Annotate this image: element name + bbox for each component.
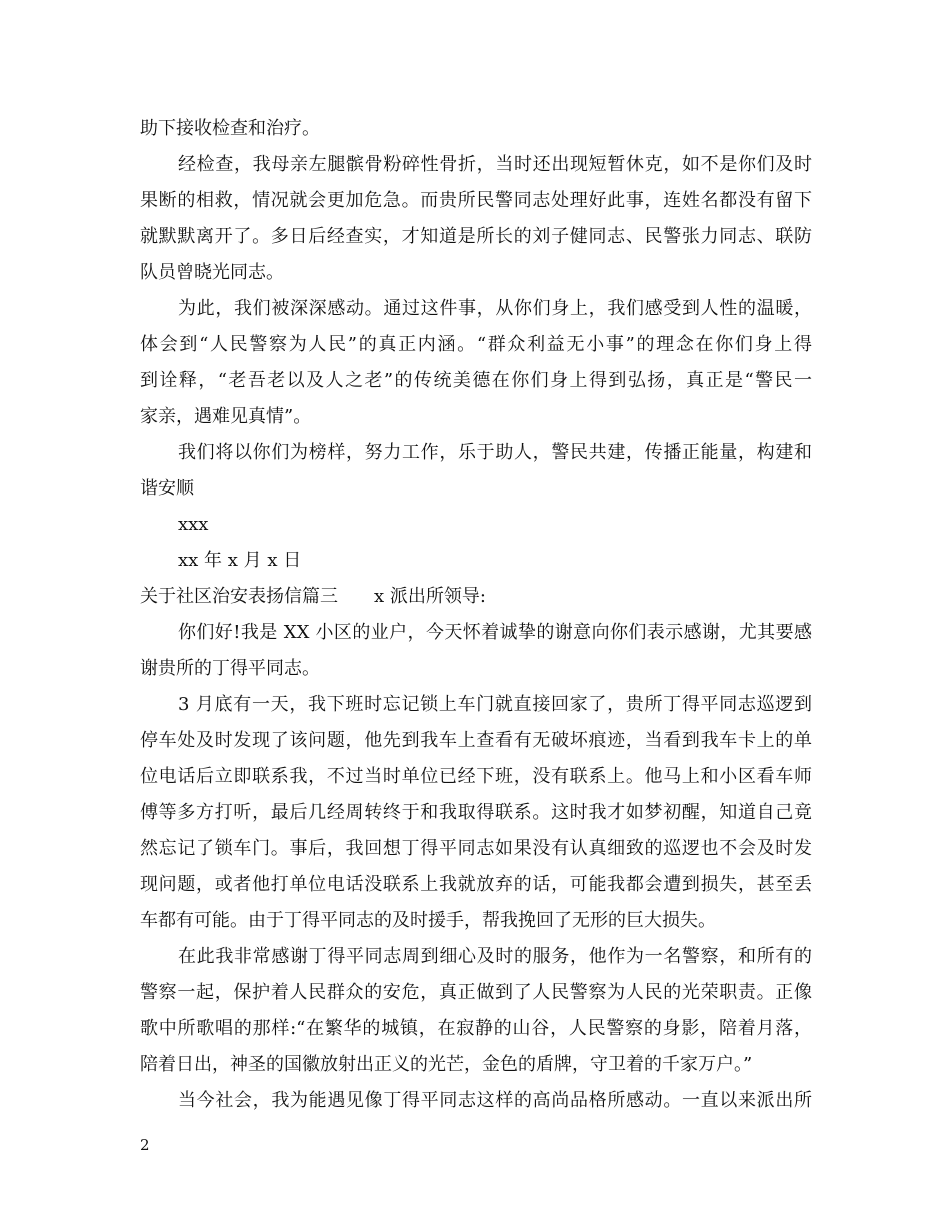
text-line: 家亲，遇难见真情”。 (140, 406, 312, 427)
text-line: 到诠释，“老吾老以及人之老”的传统美德在你们身上得到弘扬，真正是“警民一 (140, 370, 812, 391)
signature-name: xxx (178, 514, 209, 535)
signature-date: xx 年 x 月 x 日 (178, 550, 302, 571)
text-line: 警察一起，保护着人民群众的安危，真正做到了人民警察为人民的光荣职责。正像 (140, 982, 812, 1003)
text-line: 然忘记了锁车门。事后，我回想丁得平同志如果没有认真细致的巡逻也不会及时发 (140, 838, 812, 859)
text-line: 就默默离开了。多日后经查实，才知道是所长的刘子健同志、民警张力同志、联防 (140, 226, 812, 247)
text-line: 我们将以你们为榜样，努力工作，乐于助人，警民共建，传播正能量，构建和 (178, 442, 812, 463)
text-line: 体会到“人民警察为人民”的真正内涵。“群众利益无小事”的理念在你们身上得 (140, 334, 812, 355)
text-line: 车都有可能。由于丁得平同志的及时援手，帮我挽回了无形的巨大损失。 (140, 910, 716, 931)
text-line: 在此我非常感谢丁得平同志周到细心及时的服务，他作为一名警察，和所有的 (178, 946, 812, 967)
text-line: 位电话后立即联系我，不过当时单位已经下班，没有联系上。他马上和小区看车师 (140, 766, 812, 787)
text-line: 助下接收检查和治疗。 (140, 118, 320, 139)
text-line: 陪着日出，神圣的国徽放射出正义的光芒，金色的盾牌，守卫着的千家万户。” (140, 1054, 753, 1075)
text-line: 当今社会，我为能遇见像丁得平同志这样的高尚品格所感动。一直以来派出所 (178, 1090, 812, 1111)
text-line: 谐安顺 (140, 478, 194, 499)
text-line: 歌中所歌唱的那样:“在繁华的城镇，在寂静的山谷，人民警察的身影，陪着月落， (140, 1018, 812, 1039)
text-line: 停车处及时发现了该问题，他先到我车上查看有无破坏痕迹，当看到我车卡上的单 (140, 730, 812, 751)
page-number: 2 (140, 1136, 150, 1154)
text-line: 果断的相救，情况就会更加危急。而贵所民警同志处理好此事，连姓名都没有留下 (140, 190, 812, 211)
text-line: 队员曾晓光同志。 (140, 262, 284, 283)
text-line: 你们好!我是 XX 小区的业户，今天怀着诚挚的谢意向你们表示感谢，尤其要感 (178, 622, 812, 643)
text-line: 3 月底有一天，我下班时忘记锁上车门就直接回家了，贵所丁得平同志巡逻到 (178, 694, 812, 715)
text-line: 傅等多方打听，最后几经周转终于和我取得联系。这时我才如梦初醒，知道自己竟 (140, 802, 812, 823)
text-line: 现问题，或者他打单位电话没联系上我就放弃的话，可能我都会遭到损失，甚至丢 (140, 874, 812, 895)
text-line: 谢贵所的丁得平同志。 (140, 658, 320, 679)
text-line: 经检查，我母亲左腿髌骨粉碎性骨折，当时还出现短暂休克，如不是你们及时 (178, 154, 812, 175)
section-heading: 关于社区治安表扬信篇三 x 派出所领导: (140, 586, 486, 607)
text-line: 为此，我们被深深感动。通过这件事，从你们身上，我们感受到人性的温暖， (178, 298, 812, 319)
